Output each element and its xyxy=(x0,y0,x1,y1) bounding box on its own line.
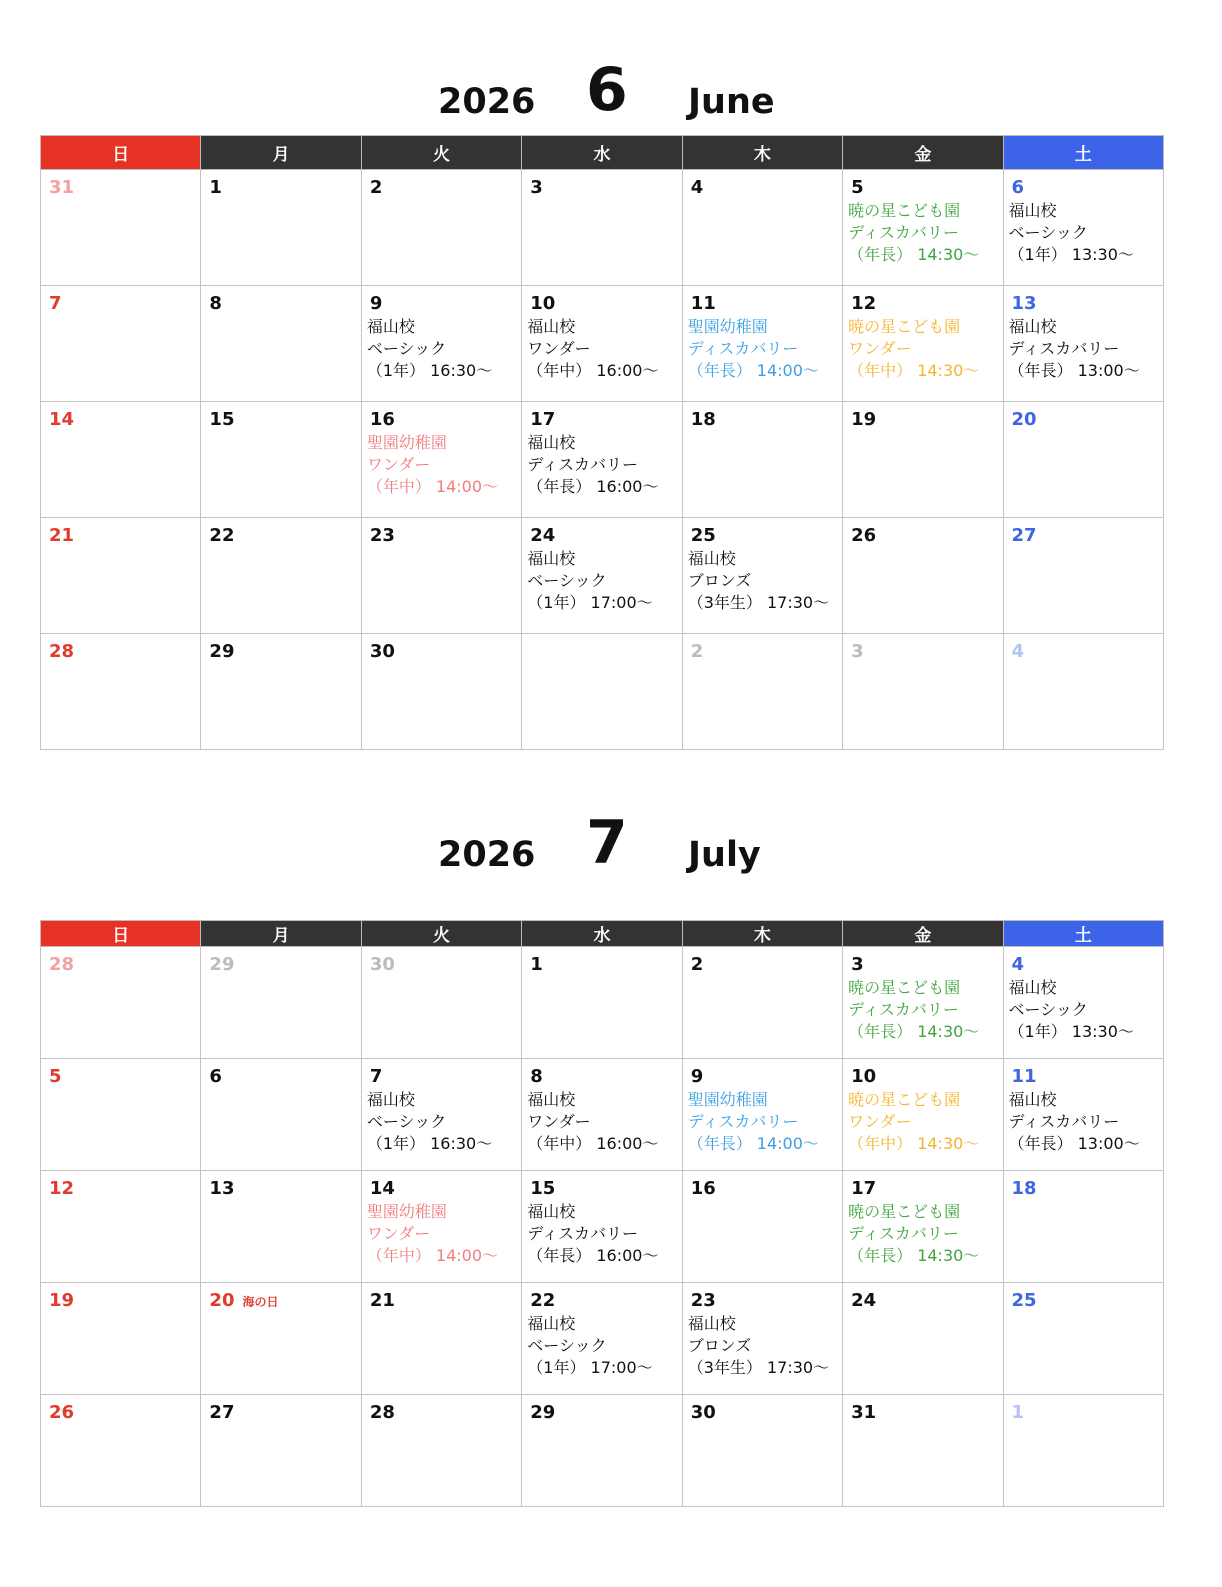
weekday-header-wed: 水 xyxy=(522,921,682,947)
event-entry xyxy=(688,316,842,382)
event-course: ベーシック xyxy=(366,1112,447,1131)
event-location: 福山校 xyxy=(1008,317,1057,336)
event-course: ブロンズ xyxy=(687,1336,752,1355)
weekday-header-tue: 火 xyxy=(361,136,521,170)
weekday-header-sun: 日 xyxy=(41,136,201,170)
event-course: ワンダー xyxy=(366,1224,431,1243)
day-number: 12 xyxy=(49,1178,75,1199)
day-cell xyxy=(1003,1059,1163,1171)
day-number: 31 xyxy=(49,177,75,198)
event-course: ワンダー xyxy=(366,455,431,474)
day-cell xyxy=(843,1283,1003,1395)
day-number: 19 xyxy=(851,409,877,430)
day-number: 9 xyxy=(369,293,383,314)
event-time: （年中） 14:00～ xyxy=(366,477,499,496)
day-number: 24 xyxy=(530,525,556,546)
event-entry xyxy=(1009,316,1163,382)
event-course: ディスカバリー xyxy=(848,223,959,242)
day-number: 4 xyxy=(1011,954,1025,975)
event-entry xyxy=(688,548,842,614)
day-cell xyxy=(1003,402,1163,518)
week-row xyxy=(41,947,1164,1059)
day-number: 26 xyxy=(49,1402,75,1423)
event-location: 福山校 xyxy=(687,549,736,568)
day-number: 16 xyxy=(690,1178,716,1199)
day-cell xyxy=(41,286,201,402)
event-entry xyxy=(367,1089,521,1155)
event-entry xyxy=(367,1201,521,1267)
week-row xyxy=(41,170,1164,286)
event-time: （年中） 14:30～ xyxy=(848,1134,980,1153)
event-time: （年長） 14:30～ xyxy=(848,245,980,264)
event-course: ディスカバリー xyxy=(527,1224,638,1243)
day-cell xyxy=(522,1171,682,1283)
event-time: （年長） 16:00～ xyxy=(527,477,659,496)
day-number: 7 xyxy=(49,293,62,314)
day-number: 3 xyxy=(851,954,864,975)
event-location: 福山校 xyxy=(687,1314,736,1333)
day-cell xyxy=(201,1395,361,1507)
day-number: 27 xyxy=(1011,525,1037,546)
day-cell xyxy=(682,1395,842,1507)
weekday-header-fri: 金 xyxy=(843,136,1003,170)
month-number: 7 xyxy=(586,808,628,878)
day-number: 29 xyxy=(209,954,235,975)
day-cell xyxy=(361,286,521,402)
month-year: 2026 xyxy=(438,82,536,122)
day-cell xyxy=(41,947,201,1059)
weekday-header-sat: 土 xyxy=(1003,136,1163,170)
day-number: 21 xyxy=(369,1290,395,1311)
day-cell xyxy=(201,634,361,750)
day-number: 17 xyxy=(851,1178,877,1199)
event-time: （1年） 16:30～ xyxy=(366,1134,493,1153)
day-cell xyxy=(41,1171,201,1283)
event-entry xyxy=(527,316,681,382)
day-number: 9 xyxy=(690,1066,704,1087)
day-cell xyxy=(843,402,1003,518)
day-cell xyxy=(682,634,842,750)
day-cell xyxy=(1003,518,1163,634)
month-year: 2026 xyxy=(438,835,536,875)
day-number: 29 xyxy=(530,1402,556,1423)
event-location: 暁の星こども園 xyxy=(848,978,961,997)
event-course: ディスカバリー xyxy=(848,1000,959,1019)
event-time: （1年） 16:30～ xyxy=(366,361,493,380)
day-number: 19 xyxy=(49,1290,75,1311)
event-location: 福山校 xyxy=(527,1202,576,1221)
calendar-grid-june xyxy=(40,135,1164,750)
event-time: （年長） 13:00～ xyxy=(1008,361,1140,380)
day-cell xyxy=(522,518,682,634)
day-cell xyxy=(201,286,361,402)
day-cell xyxy=(682,170,842,286)
calendar-grid-july xyxy=(40,920,1164,1507)
event-location: 福山校 xyxy=(527,317,576,336)
event-time: （1年） 17:00～ xyxy=(527,1358,653,1377)
day-number: 12 xyxy=(851,293,877,314)
day-number: 3 xyxy=(530,177,543,198)
week-row xyxy=(41,1395,1164,1507)
day-cell xyxy=(682,402,842,518)
event-time: （年長） 14:30～ xyxy=(848,1246,980,1265)
day-cell xyxy=(522,402,682,518)
day-number: 22 xyxy=(530,1290,556,1311)
event-course: ディスカバリー xyxy=(1008,1112,1120,1131)
day-cell xyxy=(682,947,842,1059)
day-number: 16 xyxy=(369,409,395,430)
day-number: 8 xyxy=(530,1066,543,1087)
day-cell xyxy=(41,170,201,286)
event-location: 福山校 xyxy=(527,1090,576,1109)
day-cell xyxy=(201,402,361,518)
event-time: （年長） 16:00～ xyxy=(527,1246,659,1265)
day-number: 15 xyxy=(209,409,235,430)
day-number: 1 xyxy=(1011,1402,1025,1423)
day-cell xyxy=(522,170,682,286)
week-row xyxy=(41,1283,1164,1395)
weekday-header-wed: 水 xyxy=(522,136,682,170)
holiday-label: 海の日 xyxy=(242,1295,279,1309)
day-cell xyxy=(843,518,1003,634)
day-cell xyxy=(843,1395,1003,1507)
day-cell xyxy=(522,1395,682,1507)
day-cell xyxy=(361,1171,521,1283)
day-cell xyxy=(843,947,1003,1059)
day-cell xyxy=(843,1171,1003,1283)
event-location: 福山校 xyxy=(1008,201,1057,220)
event-entry xyxy=(527,1089,681,1155)
event-time: （年長） 14:00～ xyxy=(687,1134,819,1153)
month-number: 6 xyxy=(586,55,628,125)
event-location: 聖園幼稚園 xyxy=(366,433,447,452)
event-time: （年長） 14:30～ xyxy=(848,1022,980,1041)
day-number: 2 xyxy=(369,177,383,198)
weekday-header-mon: 月 xyxy=(201,136,361,170)
day-number: 6 xyxy=(209,1066,222,1087)
day-number: 14 xyxy=(369,1178,395,1199)
event-course: ディスカバリー xyxy=(687,339,799,358)
week-row xyxy=(41,1171,1164,1283)
day-cell xyxy=(522,286,682,402)
event-course: ディスカバリー xyxy=(1008,339,1120,358)
event-entry xyxy=(367,316,521,382)
day-number: 31 xyxy=(851,1402,877,1423)
event-entry xyxy=(527,1313,681,1379)
event-entry xyxy=(527,548,681,614)
week-row xyxy=(41,402,1164,518)
event-location: 暁の星こども園 xyxy=(848,1090,961,1109)
day-number: 24 xyxy=(851,1290,877,1311)
event-location: 聖園幼稚園 xyxy=(687,317,768,336)
event-time: （1年） 17:00～ xyxy=(527,593,653,612)
event-location: 福山校 xyxy=(366,1090,415,1109)
day-number: 15 xyxy=(530,1178,556,1199)
day-cell xyxy=(1003,1283,1163,1395)
day-cell xyxy=(361,1059,521,1171)
day-cell xyxy=(1003,170,1163,286)
day-number: 5 xyxy=(49,1066,62,1087)
day-number: 5 xyxy=(851,177,864,198)
day-number: 10 xyxy=(851,1066,877,1087)
day-number: 20 xyxy=(209,1290,235,1311)
event-entry xyxy=(848,1201,1002,1267)
day-number: 1 xyxy=(530,954,543,975)
event-course: ベーシック xyxy=(527,1336,607,1355)
month-name: June xyxy=(688,82,775,122)
day-number: 20 xyxy=(1011,409,1037,430)
event-entry xyxy=(848,316,1002,382)
day-cell xyxy=(361,170,521,286)
day-number: 11 xyxy=(1011,1066,1037,1087)
day-cell xyxy=(843,286,1003,402)
weekday-header-fri: 金 xyxy=(843,921,1003,947)
event-course: ベーシック xyxy=(1008,223,1088,242)
event-time: （年長） 13:00～ xyxy=(1008,1134,1140,1153)
day-number: 10 xyxy=(530,293,556,314)
day-number: 11 xyxy=(690,293,716,314)
day-cell xyxy=(522,1283,682,1395)
day-number: 30 xyxy=(690,1402,716,1423)
week-row xyxy=(41,1059,1164,1171)
day-cell xyxy=(361,1283,521,1395)
event-time: （年中） 16:00～ xyxy=(527,361,659,380)
day-cell xyxy=(361,518,521,634)
day-cell xyxy=(201,1283,361,1395)
event-entry xyxy=(527,432,681,498)
day-number: 2 xyxy=(690,641,704,662)
day-number: 30 xyxy=(369,954,395,975)
day-cell xyxy=(682,1059,842,1171)
day-cell xyxy=(41,402,201,518)
event-course: ベーシック xyxy=(1008,1000,1088,1019)
week-row xyxy=(41,634,1164,750)
event-location: 暁の星こども園 xyxy=(848,201,961,220)
week-row xyxy=(41,518,1164,634)
day-number: 21 xyxy=(49,525,75,546)
event-location: 福山校 xyxy=(527,549,576,568)
day-number: 23 xyxy=(369,525,395,546)
day-number: 3 xyxy=(851,641,864,662)
day-cell xyxy=(1003,1171,1163,1283)
day-cell xyxy=(201,947,361,1059)
event-course: ディスカバリー xyxy=(848,1224,959,1243)
event-entry xyxy=(848,200,1002,266)
day-cell xyxy=(682,286,842,402)
day-number: 28 xyxy=(49,641,75,662)
event-course: ワンダー xyxy=(848,1112,912,1131)
event-entry xyxy=(848,977,1002,1043)
event-entry xyxy=(527,1201,681,1267)
weekday-header-mon: 月 xyxy=(201,921,361,947)
weekday-header-thu: 木 xyxy=(682,136,842,170)
event-time: （年中） 14:00～ xyxy=(366,1246,499,1265)
day-cell xyxy=(1003,947,1163,1059)
day-cell xyxy=(522,1059,682,1171)
event-course: ワンダー xyxy=(527,1112,591,1131)
month-title-july xyxy=(0,803,1222,883)
weekday-header-sun: 日 xyxy=(41,921,201,947)
event-course: ディスカバリー xyxy=(687,1112,799,1131)
event-course: ディスカバリー xyxy=(527,455,638,474)
day-cell xyxy=(682,518,842,634)
day-cell xyxy=(201,518,361,634)
event-course: ベーシック xyxy=(366,339,447,358)
event-time: （1年） 13:30～ xyxy=(1008,245,1134,264)
day-cell xyxy=(201,170,361,286)
day-cell xyxy=(1003,286,1163,402)
day-cell xyxy=(41,1283,201,1395)
weekday-header-row xyxy=(41,136,1164,170)
day-number: 27 xyxy=(209,1402,235,1423)
day-number: 6 xyxy=(1011,177,1025,198)
event-location: 聖園幼稚園 xyxy=(366,1202,447,1221)
event-course: ベーシック xyxy=(527,571,607,590)
day-cell xyxy=(843,634,1003,750)
day-number: 13 xyxy=(209,1178,235,1199)
day-number: 8 xyxy=(209,293,222,314)
day-number: 30 xyxy=(369,641,395,662)
day-cell xyxy=(41,1395,201,1507)
event-course: ワンダー xyxy=(527,339,591,358)
day-number: 23 xyxy=(690,1290,716,1311)
day-cell xyxy=(41,518,201,634)
event-location: 福山校 xyxy=(527,433,576,452)
event-location: 福山校 xyxy=(527,1314,576,1333)
event-course: ブロンズ xyxy=(687,571,752,590)
event-location: 暁の星こども園 xyxy=(848,317,961,336)
event-location: 暁の星こども園 xyxy=(848,1202,961,1221)
month-title-june xyxy=(0,50,1222,130)
day-number: 4 xyxy=(690,177,704,198)
event-time: （1年） 13:30～ xyxy=(1008,1022,1134,1041)
day-number: 13 xyxy=(1011,293,1037,314)
day-number: 14 xyxy=(49,409,75,430)
day-number: 29 xyxy=(209,641,235,662)
event-time: （3年生） 17:30～ xyxy=(687,593,830,612)
day-cell xyxy=(41,634,201,750)
day-number: 18 xyxy=(1011,1178,1037,1199)
event-entry xyxy=(1009,977,1163,1043)
day-cell xyxy=(361,634,521,750)
event-location: 福山校 xyxy=(1008,978,1057,997)
event-entry xyxy=(688,1089,842,1155)
day-number: 28 xyxy=(369,1402,395,1423)
event-entry xyxy=(367,432,521,498)
day-number: 2 xyxy=(690,954,704,975)
day-cell xyxy=(682,1283,842,1395)
event-course: ワンダー xyxy=(848,339,912,358)
day-cell xyxy=(522,947,682,1059)
event-location: 聖園幼稚園 xyxy=(687,1090,768,1109)
day-number: 26 xyxy=(851,525,877,546)
day-number: 18 xyxy=(690,409,716,430)
day-number: 4 xyxy=(1011,641,1025,662)
weekday-header-thu: 木 xyxy=(682,921,842,947)
weekday-header-row xyxy=(41,921,1164,947)
day-number: 25 xyxy=(1011,1290,1037,1311)
day-cell xyxy=(41,1059,201,1171)
event-entry xyxy=(1009,200,1163,266)
event-entry xyxy=(848,1089,1002,1155)
weekday-header-tue: 火 xyxy=(361,921,521,947)
event-location: 福山校 xyxy=(366,317,415,336)
day-cell xyxy=(201,1059,361,1171)
day-cell xyxy=(1003,634,1163,750)
day-cell xyxy=(201,1171,361,1283)
day-cell xyxy=(361,402,521,518)
day-cell xyxy=(843,1059,1003,1171)
month-name: July xyxy=(688,835,761,875)
event-time: （3年生） 17:30～ xyxy=(687,1358,830,1377)
weekday-header-sat: 土 xyxy=(1003,921,1163,947)
event-entry xyxy=(688,1313,842,1379)
day-cell xyxy=(843,170,1003,286)
day-number: 17 xyxy=(530,409,556,430)
day-cell xyxy=(361,947,521,1059)
event-entry xyxy=(1009,1089,1163,1155)
day-number: 22 xyxy=(209,525,235,546)
event-time: （年中） 16:00～ xyxy=(527,1134,659,1153)
day-cell xyxy=(682,1171,842,1283)
day-cell xyxy=(1003,1395,1163,1507)
day-number: 7 xyxy=(369,1066,383,1087)
event-location: 福山校 xyxy=(1008,1090,1057,1109)
day-cell xyxy=(361,1395,521,1507)
event-time: （年中） 14:30～ xyxy=(848,361,980,380)
day-cell xyxy=(522,634,682,750)
day-number: 25 xyxy=(690,525,716,546)
event-time: （年長） 14:00～ xyxy=(687,361,819,380)
day-number: 1 xyxy=(209,177,222,198)
day-number: 28 xyxy=(49,954,75,975)
week-row xyxy=(41,286,1164,402)
